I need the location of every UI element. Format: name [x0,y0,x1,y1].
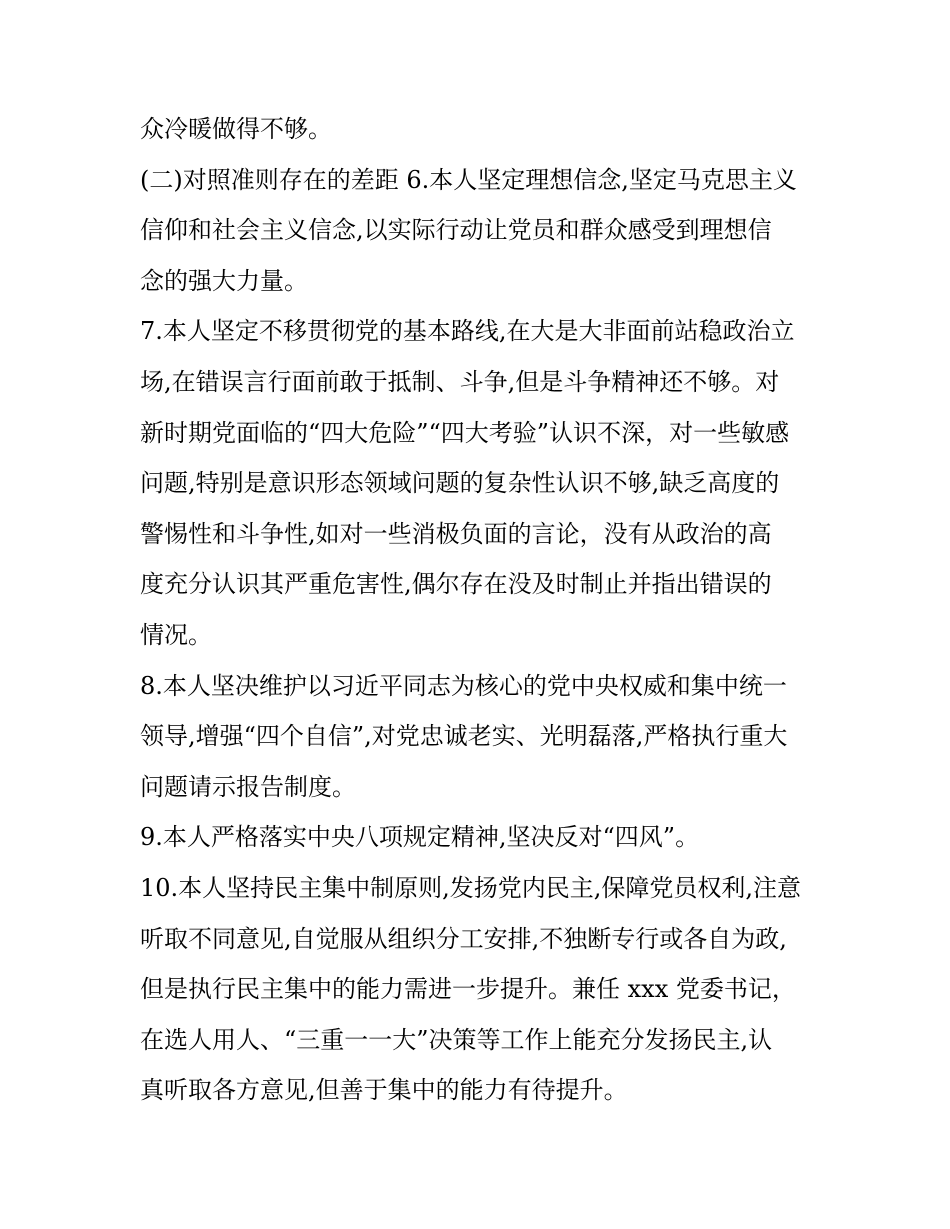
text-line: 情况。 [140,620,212,649]
text-line: 新时期党面临的“四大危险”“四大考验”认识不深，对一些敏感 [140,418,790,447]
text-line: 10.本人坚持民主集中制原则,发扬党内民主,保障党员权利,注意 [140,873,802,902]
text-line: 真听取各方意见,但善于集中的能力有待提升。 [140,1076,628,1105]
text-line: 问题,特别是意识形态领域问题的复杂性认识不够,缺乏高度的 [140,469,780,498]
text-line: 问题请示报告制度。 [140,772,356,801]
text-line: 领导,增强“四个自信”,对党忠诚老实、光明磊落,严格执行重大 [140,722,788,751]
text-line: (二)对照准则存在的差距 6.本人坚定理想信念,坚定马克思主义 [140,165,797,194]
text-line: 信仰和社会主义信念,以实际行动让党员和群众感受到理想信 [140,216,772,245]
text-line: 7.本人坚定不移贯彻党的基本路线,在大是大非面前站稳政治立 [140,317,795,346]
text-line: 警惕性和斗争性,如对一些消极负面的言论，没有从政治的高 [140,519,772,548]
text-line: 场,在错误言行面前敢于抵制、斗争,但是斗争精神还不够。对 [140,367,780,396]
text-line: 念的强大力量。 [140,266,308,295]
text-line: 众冷暖做得不够。 [140,115,332,143]
text-line: 在选人用人、“三重一一大”决策等工作上能充分发扬民主,认 [140,1025,773,1054]
text-line: 度充分认识其严重危害性,偶尔存在没及时制止并指出错误的 [140,570,772,599]
text-line: 但是执行民主集中的能力需进一步提升。兼任 xxx 党委书记， [140,975,796,1004]
text-line: 8.本人坚决维护以习近平同志为核心的党中央权威和集中统一 [140,671,787,700]
document-body [140,108,812,1120]
text-line: 听取不同意见,自觉服从组织分工安排,不独断专行或各自为政, [140,924,787,953]
text-line: 9.本人严格落实中央八项规定精神,坚决反对“四风”。 [140,823,700,852]
